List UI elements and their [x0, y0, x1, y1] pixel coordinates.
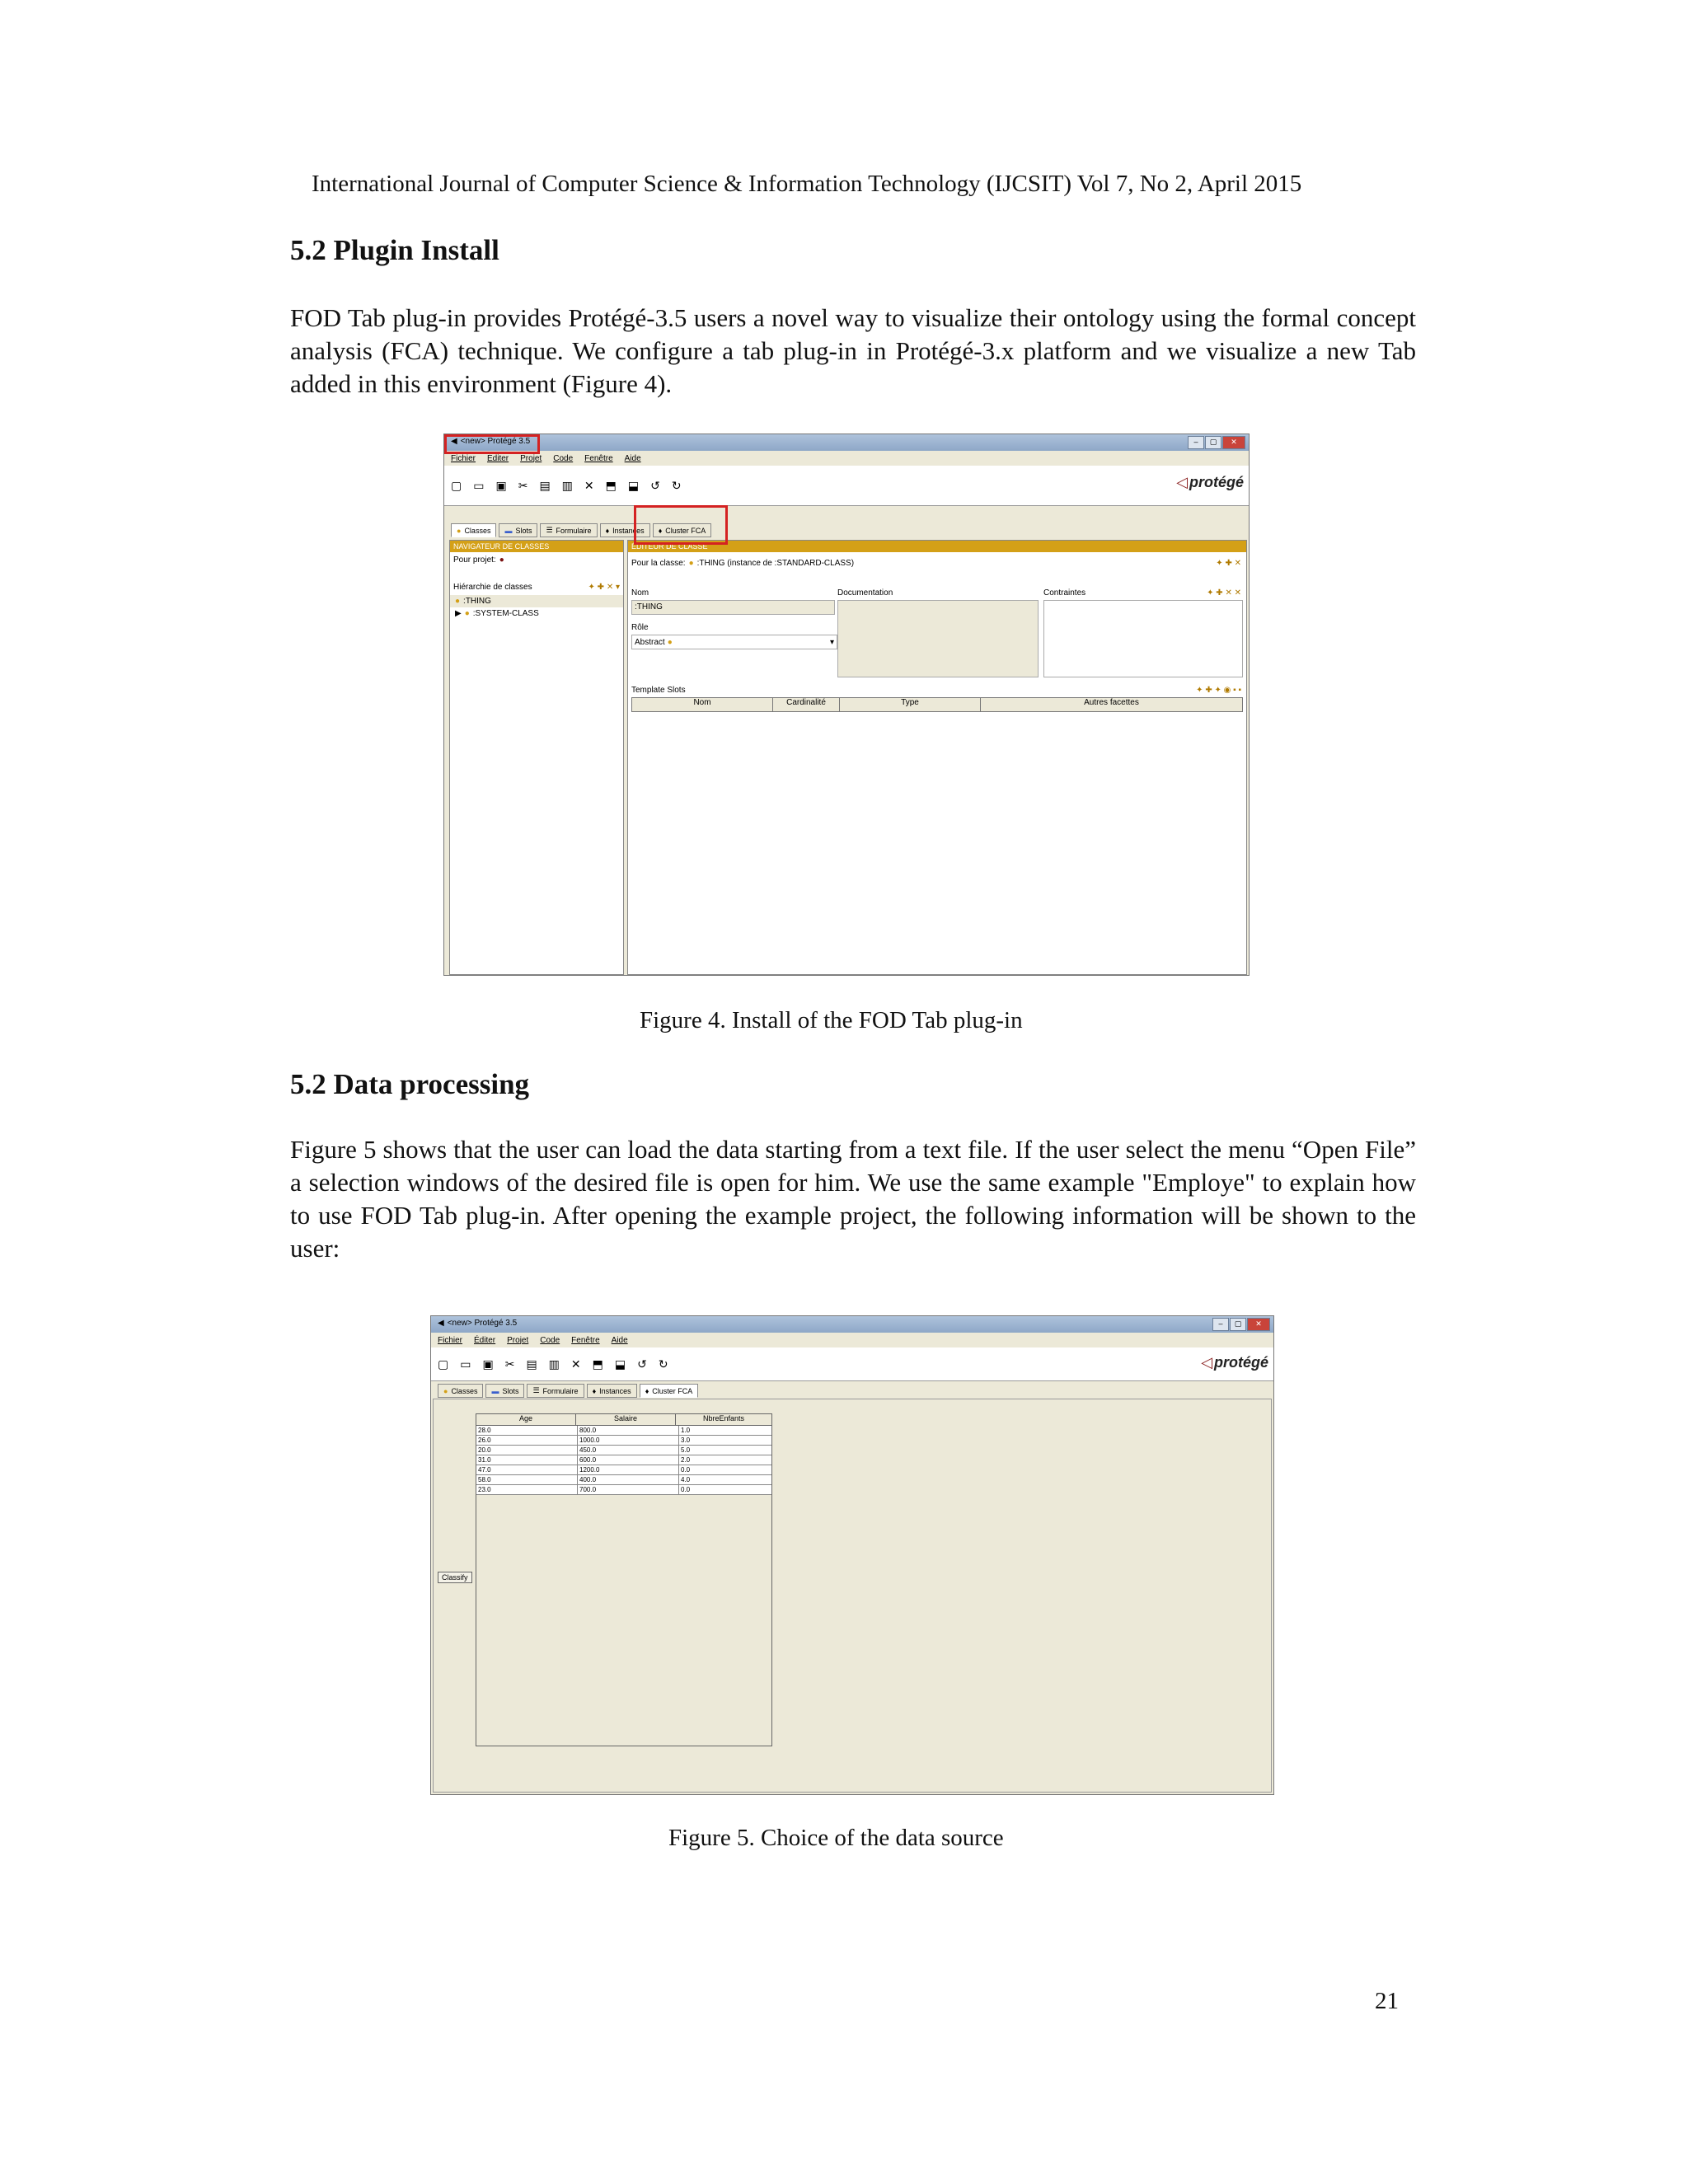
slot-tools-icon[interactable]: ✦ ✚ ✦ ◉ ▪ ▪ — [1196, 686, 1241, 695]
table-cell: 800.0 — [578, 1426, 679, 1435]
instance-icon: ♦ — [592, 1386, 597, 1395]
chevron-down-icon: ▾ — [829, 637, 834, 647]
documentation-label: Documentation — [837, 588, 893, 598]
nom-field[interactable]: :THING — [631, 600, 835, 615]
new-file-icon[interactable]: ▢ — [438, 1357, 449, 1371]
table-cell: 1.0 — [681, 1427, 691, 1434]
slot-icon: ▬ — [504, 526, 513, 535]
tab-cluster-fca[interactable]: ♦ Cluster FCA — [640, 1384, 699, 1398]
figure-5-caption: Figure 5. Choice of the data source — [668, 1825, 1004, 1851]
menu-editer[interactable]: Éditer — [487, 453, 509, 463]
close-icon[interactable]: ✕ — [1247, 1318, 1270, 1331]
protege-logo: ◁ protégé — [1201, 1354, 1268, 1371]
window-title: <new> Protégé 3.5 — [460, 437, 531, 446]
table-cell: 58.0 — [476, 1475, 578, 1484]
minimize-icon[interactable]: – — [1212, 1318, 1229, 1331]
documentation-field[interactable] — [837, 600, 1039, 677]
data-table-header — [476, 1414, 771, 1426]
cut-icon[interactable]: ✂ — [518, 479, 528, 492]
cut-icon[interactable]: ✂ — [504, 1357, 515, 1371]
column-header-type[interactable]: Type — [840, 698, 981, 711]
redo-icon[interactable]: ↻ — [671, 479, 682, 492]
table-row[interactable] — [476, 1485, 771, 1495]
menu-aide[interactable]: Aide — [624, 453, 641, 463]
class-navigator-header: NAVIGATEUR DE CLASSES — [450, 541, 623, 552]
tab-cluster-fca[interactable]: ♦ Cluster FCA — [653, 523, 712, 537]
copy-icon[interactable]: ▤ — [526, 1357, 537, 1371]
table-cell: 0.0 — [681, 1486, 691, 1493]
delete-icon[interactable]: ✕ — [570, 1357, 581, 1371]
figure-4-caption: Figure 4. Install of the FOD Tab plug-in — [640, 1007, 1023, 1033]
undo-icon[interactable]: ↺ — [650, 479, 660, 492]
template-slots-label: Template Slots — [631, 686, 686, 695]
paste-icon[interactable]: ▥ — [548, 1357, 560, 1371]
window-titlebar — [444, 434, 1249, 451]
tab-instances[interactable]: ♦ Instances — [600, 523, 650, 537]
menu-code[interactable]: Code — [553, 453, 574, 463]
table-cell: 2.0 — [681, 1456, 691, 1464]
toolbar — [431, 1347, 1273, 1381]
save-icon[interactable]: ▣ — [482, 1357, 494, 1371]
role-label: Rôle — [631, 623, 649, 632]
class-icon: ● — [443, 1386, 448, 1395]
highlight-cluster-fca-tab-box — [634, 505, 728, 545]
table-cell: 0.0 — [681, 1466, 691, 1474]
protege-logo-mark-icon: ◁ — [1201, 1354, 1212, 1371]
table-cell: 400.0 — [578, 1475, 679, 1484]
slot-icon: ▬ — [491, 1386, 499, 1395]
nom-label: Nom — [631, 588, 649, 598]
window-title: <new> Protégé 3.5 — [447, 1319, 518, 1328]
table-row[interactable] — [476, 1475, 771, 1485]
table-row[interactable] — [476, 1455, 771, 1465]
open-file-icon[interactable]: ▭ — [460, 1357, 471, 1371]
table-cell: 5.0 — [681, 1446, 691, 1454]
figure-5-screenshot — [430, 1315, 1274, 1795]
copy-icon[interactable]: ▤ — [539, 479, 551, 492]
minimize-icon[interactable]: – — [1188, 436, 1204, 449]
paragraph-plugin-install: FOD Tab plug-in provides Protégé-3.5 users a novel way to visualize their ontology using the formal concept analysis (FCA) technique. We configure a tab plug-in in Protégé-3.x platform and we visualize a new Tab added in this environment (Figure 4). — [290, 303, 1416, 398]
pour-classe-label: Pour la classe: — [631, 559, 686, 568]
running-header: International Journal of Computer Science & Information Technology (IJCSIT) Vol 7, No 2, April 2015 — [312, 171, 1302, 197]
protege-app-icon: ◀ — [451, 437, 457, 446]
menu-bar — [444, 451, 1249, 466]
maximize-icon[interactable]: ▢ — [1230, 1318, 1246, 1331]
data-table — [476, 1413, 772, 1746]
tab-slots[interactable]: ▬ Slots — [485, 1384, 524, 1398]
class-instance-value: :THING (instance de :STANDARD-CLASS) — [696, 559, 855, 568]
table-row[interactable] — [476, 1446, 771, 1455]
maximize-icon[interactable]: ▢ — [1205, 436, 1221, 449]
menu-aide[interactable]: Aide — [611, 1335, 628, 1345]
table-cell: 1200.0 — [578, 1465, 679, 1474]
tab-slots[interactable]: ▬ Slots — [499, 523, 537, 537]
column-header-salaire[interactable]: Salaire — [576, 1414, 676, 1425]
section-heading-data-processing: 5.2 Data processing — [290, 1068, 530, 1100]
project-icon: ● — [499, 555, 504, 565]
protege-app-icon: ◀ — [438, 1319, 444, 1328]
section-heading-plugin-install: 5.2 Plugin Install — [290, 234, 499, 266]
save-icon[interactable]: ▣ — [495, 479, 507, 492]
menu-code[interactable]: Code — [540, 1335, 560, 1345]
tab-classes[interactable]: ● Classes — [451, 523, 496, 537]
tab-classes[interactable]: ● Classes — [438, 1384, 483, 1398]
menu-fenetre[interactable]: Fenêtre — [584, 453, 613, 463]
editor-tools-icon[interactable]: ✦ ✚ ✕ — [1216, 559, 1241, 568]
delete-icon[interactable]: ✕ — [584, 479, 594, 492]
tab-formulaire[interactable]: ☰ Formulaire — [527, 1384, 584, 1398]
menu-editer[interactable]: Éditer — [474, 1335, 496, 1345]
table-cell: 4.0 — [681, 1476, 691, 1483]
redo-icon[interactable]: ↻ — [658, 1357, 668, 1371]
form-icon: ☰ — [546, 526, 553, 534]
table-cell: 23.0 — [476, 1485, 578, 1494]
instance-icon: ♦ — [605, 526, 610, 535]
menu-projet[interactable]: Projet — [507, 1335, 529, 1345]
class-icon: ● — [464, 609, 470, 618]
classify-button[interactable]: Classify — [438, 1572, 472, 1583]
expand-arrow-icon[interactable]: ▶ — [455, 609, 462, 618]
table-cell: 28.0 — [476, 1426, 578, 1435]
class-icon: ● — [688, 559, 694, 568]
table-cell: 700.0 — [578, 1485, 679, 1494]
tree-item-thing[interactable]: ● :THING — [450, 595, 623, 607]
pour-projet-label: Pour projet: — [453, 555, 496, 565]
paste-icon[interactable]: ▥ — [561, 479, 573, 492]
table-cell: 26.0 — [476, 1436, 578, 1445]
instance-icon: ♦ — [645, 1386, 649, 1395]
table-cell: 20.0 — [476, 1446, 578, 1455]
menu-fichier[interactable]: Fichier — [451, 453, 476, 463]
tree-item-system-class[interactable]: ▶ ● :SYSTEM-CLASS — [455, 609, 539, 618]
table-cell: 1000.0 — [578, 1436, 679, 1445]
window-titlebar — [431, 1316, 1273, 1333]
export-icon[interactable]: ⬓ — [614, 1357, 626, 1371]
table-row[interactable] — [476, 1465, 771, 1475]
menu-fenetre[interactable]: Fenêtre — [571, 1335, 600, 1345]
hierarchy-label: Hiérarchie de classes — [453, 583, 532, 592]
tab-instances[interactable]: ♦ Instances — [587, 1384, 637, 1398]
column-header-age[interactable]: Age — [476, 1414, 576, 1425]
table-cell: 47.0 — [476, 1465, 578, 1474]
role-select[interactable]: Abstract ● ▾ — [631, 635, 837, 649]
export-icon[interactable]: ⬓ — [627, 479, 640, 492]
column-header-nbreenfants[interactable]: NbreEnfants — [702, 1414, 745, 1422]
figure-4-screenshot — [443, 434, 1250, 976]
table-row[interactable] — [476, 1436, 771, 1446]
import-icon[interactable]: ⬒ — [592, 1357, 603, 1371]
tab-formulaire[interactable]: ☰ Formulaire — [540, 523, 597, 537]
new-file-icon[interactable]: ▢ — [451, 479, 462, 492]
table-cell: 450.0 — [578, 1446, 679, 1455]
class-editor-header: ÉDITEUR DE CLASSE — [628, 541, 1246, 552]
instance-icon: ♦ — [658, 526, 663, 535]
form-icon: ☰ — [532, 1386, 540, 1394]
abstract-class-icon: ● — [667, 637, 673, 647]
open-file-icon[interactable]: ▭ — [473, 479, 485, 492]
menu-fichier[interactable]: Fichier — [438, 1335, 463, 1345]
menu-projet[interactable]: Projet — [520, 453, 542, 463]
protege-logo: ◁ protégé — [1176, 474, 1244, 490]
close-icon[interactable]: ✕ — [1222, 436, 1245, 449]
import-icon[interactable]: ⬒ — [605, 479, 617, 492]
class-icon: ● — [457, 526, 462, 535]
page-number: 21 — [1375, 1988, 1399, 2014]
constraint-tools-icon[interactable]: ✦ ✚ ✕ ✕ — [1207, 588, 1241, 598]
column-header-autres-facettes[interactable]: Autres facettes — [1084, 698, 1139, 707]
table-cell: 600.0 — [578, 1455, 679, 1465]
toolbar — [444, 466, 1249, 506]
paragraph-data-processing: Figure 5 shows that the user can load the data starting from a text file. If the user select the menu “Open File” a selection windows of the desired file is open for him. We use the same example "Employe" to explain how to use FOD Tab plug-in. After opening the example project, the following information will be shown to the user: — [290, 1135, 1416, 1263]
table-row[interactable] — [476, 1426, 771, 1436]
hierarchy-tools-icon[interactable]: ✦ ✚ ✕ ▾ — [588, 583, 620, 592]
undo-icon[interactable]: ↺ — [637, 1357, 647, 1371]
class-icon: ● — [455, 597, 461, 606]
column-header-cardinalite[interactable]: Cardinalité — [773, 698, 840, 711]
template-slots-table-header — [631, 697, 1243, 712]
menu-bar — [431, 1333, 1273, 1347]
data-table-body — [476, 1426, 771, 1495]
class-navigator-panel — [449, 540, 624, 975]
table-cell: 31.0 — [476, 1455, 578, 1465]
contraintes-field[interactable] — [1043, 600, 1243, 677]
column-header-nom[interactable]: Nom — [632, 698, 773, 711]
class-editor-panel — [627, 540, 1247, 975]
table-cell: 3.0 — [681, 1436, 691, 1444]
protege-logo-mark-icon: ◁ — [1176, 474, 1188, 490]
contraintes-label: Contraintes — [1043, 588, 1086, 598]
highlight-title-box — [444, 434, 540, 454]
tab-bar — [438, 1384, 698, 1398]
